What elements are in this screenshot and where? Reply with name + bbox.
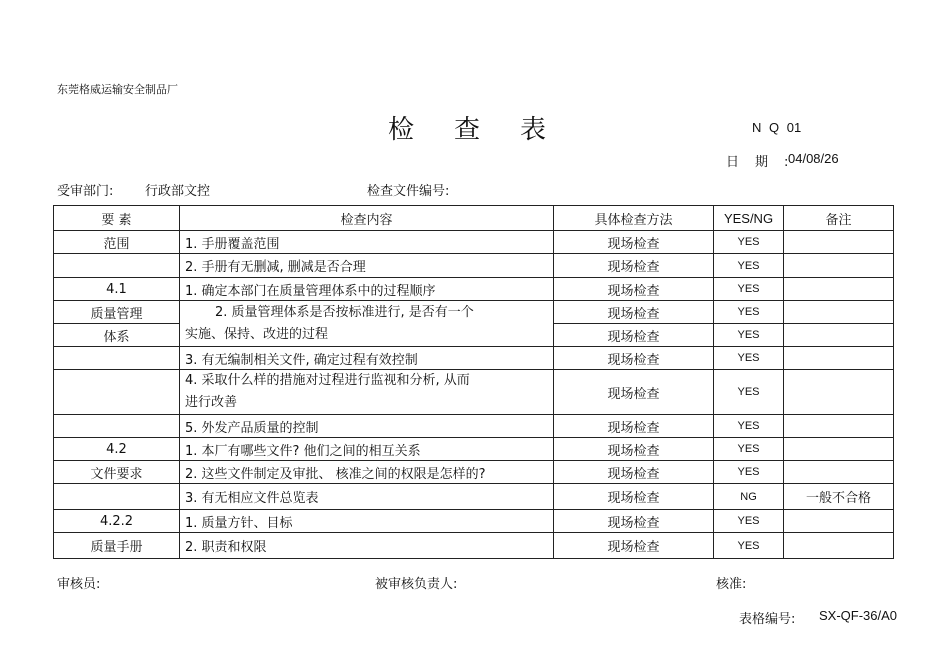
cell-element bbox=[54, 347, 180, 370]
auditee-label: 被审核负责人: bbox=[375, 577, 458, 592]
table-row bbox=[54, 231, 894, 254]
file-number-label: 检查文件编号: bbox=[367, 184, 450, 199]
cell-content-line: 进行改善 bbox=[185, 395, 238, 410]
cell-content: 3. 有无相应文件总览表 bbox=[180, 484, 554, 510]
cell-note bbox=[784, 438, 894, 461]
cell-content: 5. 外发产品质量的控制 bbox=[180, 415, 554, 438]
cell-element: 4.1 bbox=[54, 278, 180, 301]
column-header-note: 备注 bbox=[784, 206, 894, 231]
cell-content-line: 4. 采取什么样的措施对过程进行监视和分析, 从而 bbox=[185, 373, 470, 388]
cell-note bbox=[784, 324, 894, 347]
table-row bbox=[54, 484, 894, 510]
cell-content: 2. 这些文件制定及审批、 核准之间的权限是怎样的? bbox=[180, 461, 554, 484]
cell-note bbox=[784, 278, 894, 301]
cell-note bbox=[784, 301, 894, 324]
cell-method: 现场检查 bbox=[554, 415, 714, 438]
cell-element: 质量管理 bbox=[54, 301, 180, 324]
table-row bbox=[54, 438, 894, 461]
cell-result: YES bbox=[714, 254, 784, 278]
cell-content: 1. 质量方针、目标 bbox=[180, 510, 554, 533]
cell-result: YES bbox=[714, 415, 784, 438]
cell-method: 现场检查 bbox=[554, 231, 714, 254]
cell-element: 范围 bbox=[54, 231, 180, 254]
cell-method: 现场检查 bbox=[554, 301, 714, 324]
cell-method: 现场检查 bbox=[554, 278, 714, 301]
cell-element: 体系 bbox=[54, 324, 180, 347]
cell-method: 现场检查 bbox=[554, 510, 714, 533]
cell-note bbox=[784, 415, 894, 438]
cell-note bbox=[784, 254, 894, 278]
dept-label: 受审部门: bbox=[57, 184, 114, 199]
cell-content: 1. 确定本部门在质量管理体系中的过程顺序 bbox=[180, 278, 554, 301]
table-row bbox=[54, 415, 894, 438]
cell-content bbox=[180, 301, 554, 347]
cell-content-line: 实施、保持、改进的过程 bbox=[185, 326, 329, 342]
column-header-element: 要 素 bbox=[54, 206, 180, 231]
cell-content-line: 2. 质量管理体系是否按标准进行, 是否有一个 bbox=[215, 304, 474, 320]
cell-method: 现场检查 bbox=[554, 438, 714, 461]
column-header-content: 检查内容 bbox=[180, 206, 554, 231]
cell-method: 现场检查 bbox=[554, 370, 714, 415]
cell-element bbox=[54, 415, 180, 438]
cell-result: YES bbox=[714, 370, 784, 415]
cell-result: NG bbox=[714, 484, 784, 510]
date-value: 04/08/26 bbox=[788, 151, 839, 166]
page-title: 检查表 bbox=[388, 115, 587, 145]
cell-note bbox=[784, 461, 894, 484]
table-row bbox=[54, 461, 894, 484]
company-name: 东莞格威运输安全制品厂 bbox=[57, 83, 178, 96]
cell-method: 现场检查 bbox=[554, 461, 714, 484]
cell-note bbox=[784, 533, 894, 559]
cell-result: YES bbox=[714, 510, 784, 533]
form-number-label: 表格编号: bbox=[739, 612, 796, 627]
cell-result: YES bbox=[714, 533, 784, 559]
cell-method: 现场检查 bbox=[554, 254, 714, 278]
form-number-value: SX-QF-36/A0 bbox=[819, 608, 898, 623]
table-row bbox=[54, 370, 894, 415]
cell-note bbox=[784, 370, 894, 415]
cell-element: 文件要求 bbox=[54, 461, 180, 484]
cell-element bbox=[54, 484, 180, 510]
date-label: 日期: bbox=[726, 155, 805, 170]
cell-content: 3. 有无编制相关文件, 确定过程有效控制 bbox=[180, 347, 554, 370]
cell-result: YES bbox=[714, 301, 784, 324]
table-row bbox=[54, 533, 894, 559]
cell-method: 现场检查 bbox=[554, 484, 714, 510]
approver-label: 核准: bbox=[716, 577, 747, 592]
cell-method: 现场检查 bbox=[554, 347, 714, 370]
cell-element: 4.2 bbox=[54, 438, 180, 461]
cell-result: YES bbox=[714, 278, 784, 301]
cell-note bbox=[784, 231, 894, 254]
table-row bbox=[54, 510, 894, 533]
cell-result: YES bbox=[714, 438, 784, 461]
cell-element: 4.2.2 bbox=[54, 510, 180, 533]
cell-method: 现场检查 bbox=[554, 324, 714, 347]
column-header-result: YES/NG bbox=[714, 206, 784, 231]
cell-content: 2. 职责和权限 bbox=[180, 533, 554, 559]
cell-element bbox=[54, 254, 180, 278]
auditor-label: 审核员: bbox=[57, 577, 101, 592]
cell-result: YES bbox=[714, 324, 784, 347]
column-header-method: 具体检查方法 bbox=[554, 206, 714, 231]
cell-note: 一般不合格 bbox=[784, 484, 894, 510]
document-number: N Q 01 bbox=[752, 120, 802, 135]
table-header-row bbox=[54, 206, 894, 231]
checklist-table bbox=[53, 205, 894, 559]
table-row bbox=[54, 347, 894, 370]
cell-result: YES bbox=[714, 231, 784, 254]
cell-note bbox=[784, 347, 894, 370]
cell-result: YES bbox=[714, 461, 784, 484]
cell-note bbox=[784, 510, 894, 533]
cell-element bbox=[54, 370, 180, 415]
table-row bbox=[54, 301, 894, 324]
table-row bbox=[54, 278, 894, 301]
dept-value: 行政部文控 bbox=[145, 184, 211, 199]
cell-result: YES bbox=[714, 347, 784, 370]
table-row bbox=[54, 254, 894, 278]
cell-content: 2. 手册有无删减, 删减是否合理 bbox=[180, 254, 554, 278]
cell-content: 1. 本厂有哪些文件? 他们之间的相互关系 bbox=[180, 438, 554, 461]
cell-method: 现场检查 bbox=[554, 533, 714, 559]
cell-content bbox=[180, 370, 554, 415]
cell-content: 1. 手册覆盖范围 bbox=[180, 231, 554, 254]
cell-element: 质量手册 bbox=[54, 533, 180, 559]
